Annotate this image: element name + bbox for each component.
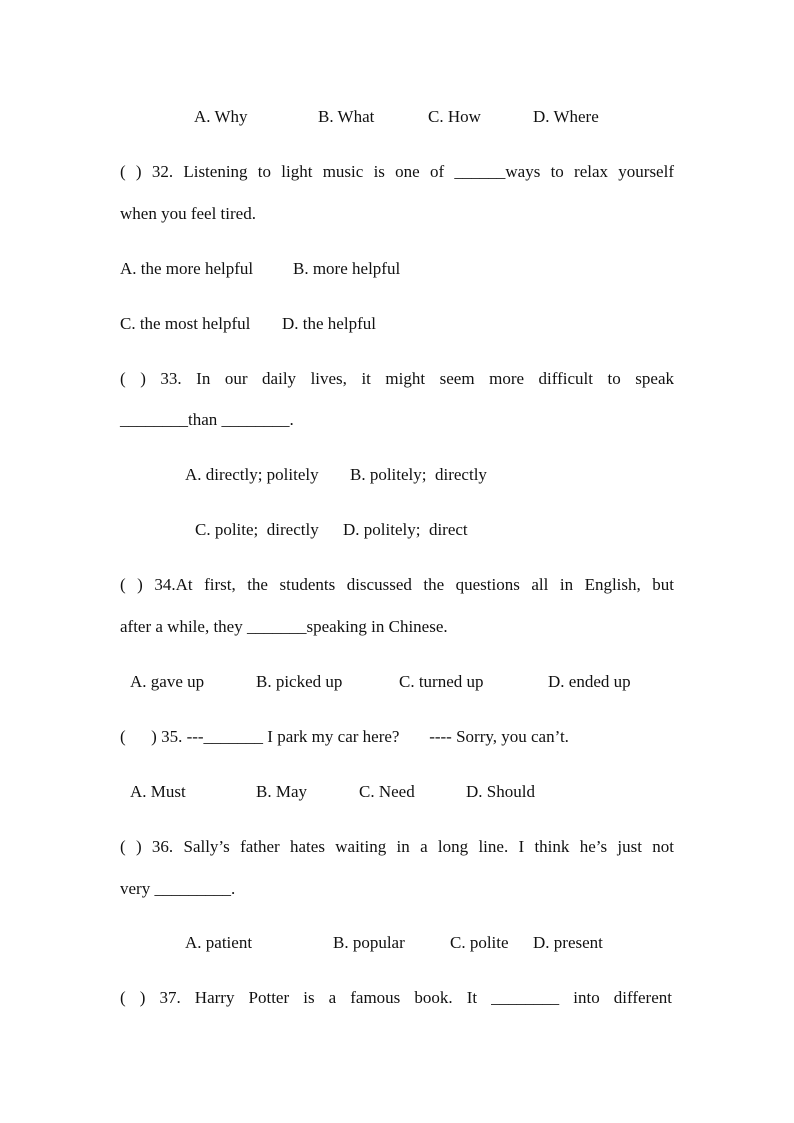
q34-option-a: A. gave up <box>130 672 205 691</box>
q34-option-b: B. picked up <box>256 672 343 691</box>
q32-stem-line2: when you feel tired. <box>120 204 256 223</box>
q32-option-a: A. the more helpful <box>120 259 254 278</box>
q34-option-c: C. turned up <box>399 672 484 691</box>
q33-option-d: D. politely; direct <box>343 520 468 539</box>
q35-option-b: B. May <box>256 782 307 801</box>
q31-option-a: A. Why <box>194 107 248 126</box>
q35-stem-line1: ( ) 35. ---_______ I park my car here? ---- Sorry, you can’t. <box>120 727 569 746</box>
q31-option-c: C. How <box>428 107 481 126</box>
q31-option-d: D. Where <box>533 107 599 126</box>
q32-stem-line1: ( ) 32. Listening to light music is one of ______ways to relax yourself <box>120 162 674 181</box>
q35-option-c: C. Need <box>359 782 415 801</box>
q34-stem-line1: ( ) 34.At first, the students discussed the questions all in English, but <box>120 575 674 594</box>
q33-stem-line2: ________than ________. <box>120 410 294 429</box>
q32-option-b: B. more helpful <box>293 259 401 278</box>
q36-option-c: C. polite <box>450 933 509 952</box>
q36-stem-line2: very _________. <box>120 879 236 898</box>
q36-stem-line1: ( ) 36. Sally’s father hates waiting in a long line. I think he’s just not <box>120 837 674 856</box>
q33-option-a: A. directly; politely <box>185 465 319 484</box>
q36-option-d: D. present <box>533 933 603 952</box>
q36-option-a: A. patient <box>185 933 253 952</box>
q32-option-c: C. the most helpful <box>120 314 251 333</box>
q36-option-b: B. popular <box>333 933 405 952</box>
q35-option-d: D. Should <box>466 782 535 801</box>
q33-option-c: C. polite; directly <box>195 520 319 539</box>
q33-option-b: B. politely; directly <box>350 465 487 484</box>
q31-option-b: B. What <box>318 107 375 126</box>
q33-stem-line1: ( ) 33. In our daily lives, it might seem more difficult to speak <box>120 369 674 388</box>
q34-option-d: D. ended up <box>548 672 631 691</box>
q37-stem-line1: ( ) 37. Harry Potter is a famous book. It ________ into different <box>120 988 672 1007</box>
q34-stem-line2: after a while, they _______speaking in Chinese. <box>120 617 448 636</box>
q32-option-d: D. the helpful <box>282 314 376 333</box>
q35-option-a: A. Must <box>130 782 186 801</box>
